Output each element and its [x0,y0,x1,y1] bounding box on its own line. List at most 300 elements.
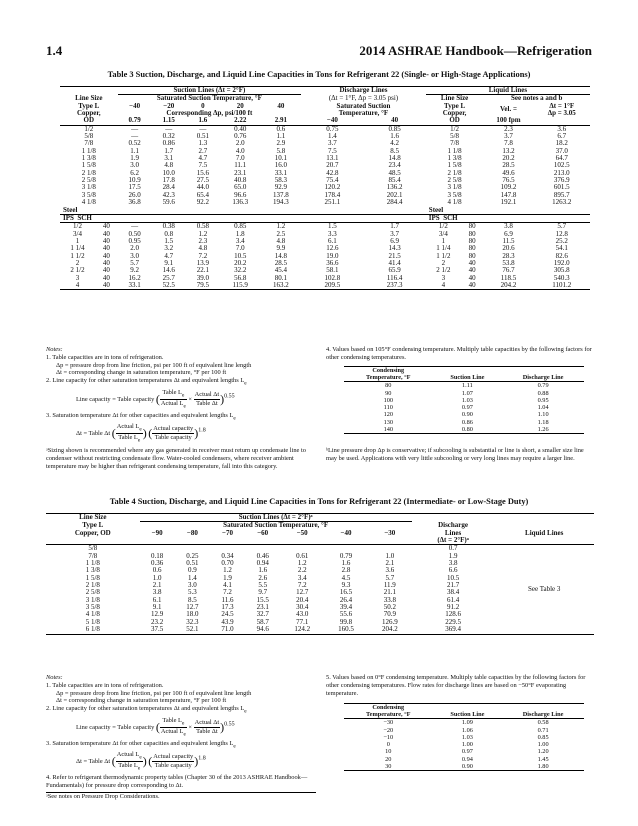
t3-cell: 7.5 [198,161,208,170]
t3-cell: 192.1 [500,198,517,207]
table4 [46,513,594,635]
t3-cell: 2 [441,258,446,267]
t3-cell: 0.75 [326,124,339,133]
t3-cell: 3.7 [504,132,513,141]
t3-cell: 23.1 [234,168,247,177]
t4-cell: 7.2 [223,588,232,597]
t3-cell: 7/8 [450,139,460,148]
t4-cell: 32.3 [186,617,199,626]
t3-note-2: 2. Line capacity for other saturation temperatures Δt and equivalent lengths $L_e$ [46,377,247,387]
t3-cell: 44.0 [196,183,209,192]
t3-cell: 28.5 [502,161,515,170]
t4-cell: 5.7 [385,573,395,582]
t3-cond-cell: 1.11 [461,382,473,390]
t4-temp: −50 [296,528,308,537]
t4-cell: 12.7 [186,603,199,612]
t3-cell: 0.40 [234,124,247,133]
t3-cell: 2.7 [198,146,208,155]
t3-cond-cell: 100 [383,396,394,404]
t4-cell: 2.2 [297,566,307,575]
t4-cell: 4.1 [223,581,232,590]
t3-head-od: OD [83,116,95,125]
t3-cell: 12.8 [555,229,568,238]
t4-cell: 0.51 [186,559,199,568]
t3-cell: 80 [468,222,476,231]
t3-cell: 4.2 [390,139,400,148]
t4-note-5: 5. Values based on 0°F condensing temperature. Multiply table capacities by the following factors for other condensing temperatures. Flow rates for discharge lines are based on −50°F evaporating temperature. [326,674,586,697]
t3-cell: 1 3/8 [447,154,462,163]
t3-cell: 75.4 [326,176,339,185]
t4-cell: 1.6 [258,566,268,575]
t3-copper-row [60,199,590,206]
t3-cell: 20.6 [502,244,515,253]
t3-cell: 163.2 [272,280,289,289]
t3-cell: 37.0 [555,146,568,155]
t4-cell: 369.4 [445,625,461,634]
table3 [60,86,590,290]
t3-dtemp: −40 [326,116,338,125]
t3-cell: 3 5/8 [81,190,96,199]
t3-cell: 1.7 [164,146,174,155]
t3-cell: 209.5 [324,280,341,289]
t3-head-sst: Saturated Suction Temperature, °F [156,94,262,103]
t4-cell: 1.2 [297,559,307,568]
t3-sch: SCH [77,213,92,222]
t4-head-suction: Suction Lines (Δt = 2°F)ᵃ [140,514,412,522]
t4-cell: 128.6 [445,610,461,619]
t3-cell: 0.86 [162,139,175,148]
t4-cell: 99.8 [339,617,353,626]
t4-note-1a: Δp = pressure drop from line friction, psi per 100 ft of equivalent line length [56,689,252,697]
t3-cell: 49.6 [502,168,515,177]
t3-cell: 3/4 [73,229,82,238]
t3-ips2: IPS [428,213,440,222]
t3-cell: 1101.2 [552,280,572,289]
t3-cell: 33.1 [128,280,141,289]
t3-cell: — [131,124,139,133]
t4-condensing-table [344,703,584,771]
t3-cond-body [344,382,584,434]
t3-cond-cell: 140 [383,425,394,433]
t3-cell: 40 [468,266,476,275]
t3-cell: 1.6 [390,132,400,141]
t4-cell: 5.3 [187,588,197,597]
t3-note-b: ᵇLine pressure drop Δp is conservative; if subcooling is substantial or line is short, a smaller size line may be used. Applications with very little subcooling or very long lines may require a larger line. [326,447,584,462]
t3-cell: 0.50 [128,229,141,238]
t3-cell: 2.3 [504,124,513,133]
t3-cell: 3 5/8 [447,190,462,199]
t3-cell: 115.9 [232,280,248,289]
t3-cell: 26.0 [128,190,141,199]
t4-cell: 91.2 [446,603,460,612]
t3-cell: 3.4 [235,236,245,245]
t3-cond-cell: 0.80 [461,425,473,433]
t3-cell: 305.8 [553,266,570,275]
t3-cell: 14.8 [274,251,287,260]
t3-cell: 204.2 [500,280,517,289]
t4-cell: 9.1 [152,603,162,612]
t3-cell: 7.2 [198,251,208,260]
t3-cell: 4 [75,280,80,289]
t4-see-table3: See Table 3 [527,584,561,593]
t4-cell: 0.9 [187,566,197,575]
t3-note-1b: Δt = corresponding change in saturation temperature, °F per 100 ft [56,369,227,377]
t3-cell: 25.2 [555,236,568,245]
t4-cell: 32.7 [256,610,269,619]
t3-cell: 1/2 [450,124,460,133]
t3-cell: 10.9 [128,176,141,185]
t3-cond-cell: 1.18 [537,418,549,426]
t4-cell: 33.8 [383,595,396,604]
t3-cell: 5/8 [84,132,94,141]
t3-cell: 80 [468,236,476,245]
t3-cell: 28.3 [502,251,515,260]
t4-cell: 16.5 [339,588,353,597]
t3-cond-cell: 0.97 [461,404,473,412]
t3-cell: 3 1/8 [447,183,462,192]
t4-cond-cell: 1.80 [537,762,549,770]
t4-cell: 1.6 [341,559,351,568]
t3-cell: 1.2 [276,222,286,231]
t3-cell: 251.1 [324,198,341,207]
t3-cell: 58.3 [274,176,287,185]
t4-cell: 94.6 [256,625,269,634]
t3-steel-head2: Steel [428,205,444,214]
t4-cell: 37.5 [151,625,164,634]
t3-cell: 11.1 [234,161,247,170]
t4-body [46,545,594,634]
t3-cond-cell: 1.04 [537,404,549,412]
t3-cell: 1.1 [130,146,140,155]
t3-cell: 80 [468,244,476,253]
t3-head-linesize2: Line Size [440,94,469,103]
t4-cell: 2 5/8 [85,588,100,597]
t3-cell: 36.8 [128,198,141,207]
t3-head-discharge: Discharge Lines [339,86,388,94]
t4-head-discharge2: Lines (Δt = 2°F)ᵃ [437,528,469,545]
t4-cell: 0.25 [186,551,199,560]
t4-cell: 55.6 [339,610,353,619]
t3-cell: 237.3 [386,280,403,289]
t3-cell: 194.3 [272,198,289,207]
t3-cond-h2: Temperature, °F [366,374,411,382]
t3-cell: — [165,124,173,133]
t4-cell: 0.36 [151,559,164,568]
t3-cell: 1.3 [198,139,208,148]
t4-formula-2: Δt = Table Δt ( $\frac{Actual L_e}{Table L_e}$ ) ( $\frac{\text{Actual capacity}}{\text{Table capacity}}$ )$^{1.8}$ [76,751,206,772]
t3-cell: — [131,222,139,231]
t4-cond-cell: 1.00 [537,741,549,749]
t3-cell: 54.1 [555,244,568,253]
t3-sch2: SCH [443,213,458,222]
t3-cell: 22.1 [196,266,209,275]
t4-cell: 5 1/8 [85,617,100,626]
t3-cond-cell: 130 [383,418,394,426]
t4-cell: 30.4 [296,603,309,612]
t3-cell: 1 1/2 [436,251,451,260]
t4-cond-row [344,727,584,734]
t3-head-od2: OD [449,116,460,125]
t3-cell: 4.0 [235,146,245,155]
t3-dp: 1.6 [198,116,208,125]
t4-cond-row [344,763,584,771]
t3-cell: 118.5 [500,273,517,282]
t3-cell: 213.0 [553,168,570,177]
t4-cond-cell: 0.97 [461,748,473,756]
t3-cell: 36.6 [326,258,339,267]
t3-head-sst3: Temperature, °F [338,109,389,118]
t3-cell: 40 [102,222,110,231]
t3-cell: 15.6 [196,168,209,177]
t3-head-corr: Corresponding Δp, psi/100 ft [166,109,253,118]
t4-temp: −30 [384,528,396,537]
t3-cell: 7.0 [235,154,245,163]
t4-cell: 1.0 [152,573,162,582]
t3-cell: — [131,132,139,141]
t3-cell: 2 5/8 [81,176,96,185]
t3-dp: 0.79 [128,116,141,125]
t3-cond-cell: 0.88 [537,389,549,397]
t3-cell: 2.3 [198,236,208,245]
t3-cell: 1.5 [327,222,337,231]
t4-cell: 38.4 [446,588,460,597]
t3-cell: 40 [102,251,110,260]
t3-cell: 1.5 [164,236,174,245]
t3-cell: 14.3 [388,244,401,253]
t4-cell: 0.61 [296,551,309,560]
t3-cell: 14.6 [162,266,175,275]
t3-cell: 42.8 [326,168,339,177]
t3-cell: 11.5 [502,236,515,245]
t3-cond-cell: 0.79 [537,382,549,390]
t3-cell: 40 [468,258,476,267]
t4-cell: 0.70 [221,559,234,568]
t4-cond-row [344,748,584,755]
t3-temp: 40 [277,101,285,110]
t4-cell: 2.8 [341,566,351,575]
t3-cell: 3/4 [438,229,448,238]
t4-cond-row [344,719,584,727]
t4-cell: 70.9 [383,610,396,619]
t4-cell: 1.4 [187,573,197,582]
t3-cell: 1 [75,236,80,245]
t4-cell: 50.2 [383,603,396,612]
t3-cell: 65.0 [234,183,247,192]
t4-note-1b: Δt = corresponding change in saturation temperature, °F per 100 ft [56,697,227,705]
t4-cond-row [344,741,584,748]
t4-cell: 3.8 [448,559,458,568]
t3-cell: 1 1/8 [447,146,462,155]
t3-cell: 0.85 [388,124,401,133]
t4-cond-cell: −30 [383,719,394,727]
t3-head-suction: Suction Lines (Δt = 2°F) [118,87,302,95]
t4-cond-cell: 0.71 [537,726,549,734]
t3-cond-row [344,390,584,397]
t4-cond-cell: 1.09 [461,719,473,727]
t3-cell: 59.6 [162,198,175,207]
t3-formula-2: Δt = Table Δt ( $\frac{Actual L_e}{Table L_e}$ ) ( $\frac{\text{Actual capacity}}{\text{Table capacity}}$ )$^{1.8}$ [76,423,206,444]
t3-cell: 2.5 [276,229,286,238]
t3-cell: 3.7 [327,139,337,148]
t3-cell: 895.7 [553,190,570,199]
t3-cell: 0.52 [128,139,141,148]
t3-ips: IPS [63,213,74,222]
t4-cell: 23.2 [151,617,164,626]
t3-cell: 40 [102,266,110,275]
t3-temp: 0 [201,101,205,110]
t3-cell: 1.7 [390,222,400,231]
t3-head-typel: Type L [78,101,100,110]
t3-head-liquid: Liquid Lines [426,87,590,95]
t3-cell: 65.9 [388,266,401,275]
t3-cell: 33.1 [274,168,287,177]
t4-cell: 0.7 [448,544,458,553]
t3-notes-left [46,346,314,446]
t4-note-3: 3. Saturation temperature Δt for other capacities and equivalent lengths $L_e$ [46,739,236,749]
t4-cell: 77.1 [296,617,309,626]
t4-cell: 2.1 [152,581,162,590]
t3-cell: 40 [102,273,110,282]
t4-cond-cell: 0 [386,741,390,749]
t3-cell: 39.0 [196,273,209,282]
t3-cell: 0.6 [276,124,286,133]
t3-cell: 20.2 [234,258,247,267]
t3-cell: 28.5 [274,258,287,267]
t4-cond-cell: −20 [383,726,394,734]
t3-cell: 5.7 [557,222,567,231]
t4-cell: 3.0 [187,581,197,590]
t3-cond-row [344,397,584,404]
t3-dp: 1.15 [162,116,175,125]
t3-cond-cell: 0.95 [537,396,549,404]
t3-cell: 9.9 [276,244,286,253]
t4-cell: 6 1/8 [85,625,100,634]
t4-cell: 4 1/8 [85,610,100,619]
t4-cond-cell: 0.90 [461,762,473,770]
t3-cell: 13.9 [196,258,209,267]
t4-cell: 52.1 [186,625,199,634]
t3-cond-h4: Discharge Line [522,374,564,382]
t4-cond-row [344,734,584,741]
t3-cell: 7.5 [327,146,337,155]
t4-row [46,545,594,553]
t3-cell: 2.0 [235,139,245,148]
t3-steel-head: Steel [63,205,78,214]
t4-cell: 71.0 [221,625,234,634]
t3-cond-cell: 90 [385,389,392,397]
t4-cell: 7.2 [297,581,307,590]
t4-cell: 124.2 [294,625,311,634]
t3-cell: 4.8 [198,244,208,253]
t4-cell: 6.6 [448,566,458,575]
t4-cond-cell: 0.58 [537,719,549,727]
t3-note-1: 1. Table capacities are in tons of refrigeration. [46,353,164,361]
t4-cond-cell: 10 [385,748,392,756]
t3-copper-body [60,125,590,206]
t4-temp: −60 [257,528,269,537]
t3-cell: 376.9 [553,176,570,185]
t4-cell: 39.4 [339,603,353,612]
t4-cell: 11.6 [221,595,234,604]
t3-cell: 0.95 [128,236,141,245]
t4-temp: −70 [222,528,234,537]
t3-cell: 40 [102,229,110,238]
t3-cell: 2 1/2 [436,266,451,275]
t3-cell: 10.1 [274,154,287,163]
t3-cell: 1 1/8 [81,146,96,155]
t3-cond-cell: 1.03 [461,396,473,404]
t4-cell: 3 1/8 [85,595,100,604]
t3-cell: — [199,124,207,133]
t4-cond-cell: −10 [383,733,394,741]
t3-cell: 109.2 [500,183,517,192]
t3-cell: 120.2 [324,183,341,192]
t3-temp: −20 [163,101,175,110]
t4-cell: 1.2 [223,566,232,575]
t4-cond-cell: 1.06 [461,726,473,734]
t3-cell: 4.8 [164,161,174,170]
t3-cell: 3.2 [164,244,174,253]
t3-cell: 58.1 [326,266,339,275]
t3-cell: 3.1 [164,154,174,163]
t3-cond-cell: 0.86 [461,418,473,426]
t4-formula-1: Line capacity = Table capacity ( $\frac{Table L_e}{Actual L_e}$ × $\frac{\text{Actual Δt}}{\text{Table Δt}}$ )$^{0.55}$ [76,717,235,738]
t3-cell: 1.9 [130,154,140,163]
t4-cell: 43.9 [221,617,234,626]
t3-cell: 202.1 [386,190,403,199]
table3-caption: Table 3 Suction, Discharge, and Liquid Line Capacities in Tons for Refrigerant 22 (Single- or High-Stage Applications) [107,70,531,79]
t3-cell: 5/8 [450,132,460,141]
t3-cell: 284.4 [386,198,403,207]
t3-cell: 178.4 [324,190,341,199]
t4-cond-cell: 0.85 [537,733,549,741]
t3-dtemp: 40 [391,116,399,125]
t3-cell: 136.3 [232,198,249,207]
t3-head-copper2: Copper, [442,109,467,118]
t3-cell: 3.8 [504,222,513,231]
t3-cell: 6.9 [390,236,400,245]
t4-cond-cell: 0.94 [461,755,473,763]
t3-cell: 102.5 [553,161,570,170]
t3-cell: 85.4 [388,176,401,185]
t3-cell: 17.8 [162,176,175,185]
t3-cell: 80 [468,251,476,260]
t4-cell: 61.4 [446,595,460,604]
t3-cell: 40 [102,258,110,267]
t3-cell: 116.4 [386,273,403,282]
t4-cell: 126.9 [381,617,398,626]
t4-cond-cell: 1.00 [461,741,473,749]
t4-cell: 1.0 [385,551,395,560]
t4-cell: 0.18 [151,551,164,560]
t3-cond-cell: 1.26 [537,425,549,433]
t3-cond-row [344,419,584,426]
t4-cell: 1 5/8 [85,573,100,582]
t3-cell: 12.6 [326,244,339,253]
t3-head-dt: Δt = 1°F [549,101,575,110]
t3-cell: 0.58 [196,222,209,231]
t3-cell: 102.8 [324,273,341,282]
t3-cell: 2 1/2 [70,266,85,275]
t3-cell: 7.0 [235,244,245,253]
table4-caption: Table 4 Suction, Discharge, and Liquid Line Capacities in Tons for Refrigerant 22 (Intermediate- or Low-Stage Duty) [109,497,529,506]
t3-cell: 3 [441,273,446,282]
t3-cell: 40.8 [234,176,247,185]
t4-temp: −80 [186,528,198,537]
t4-cell: 0.94 [256,559,269,568]
t3-cell: 40 [102,244,110,253]
t3-head-sst2: Saturated Suction [336,101,391,110]
